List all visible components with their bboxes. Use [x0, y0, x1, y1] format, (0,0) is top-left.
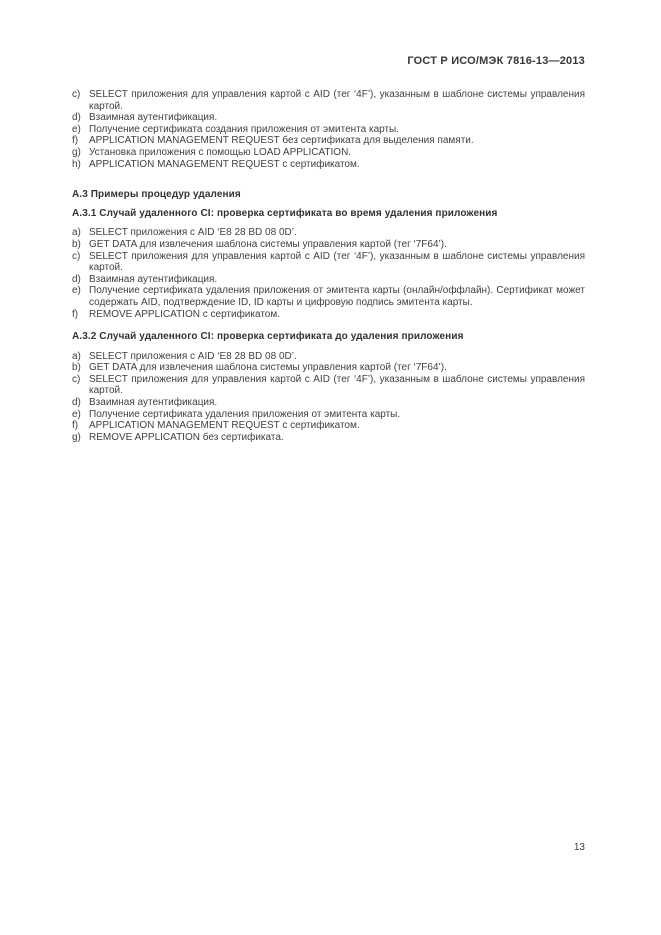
list-item-text: Взаимная аутентификация. — [89, 397, 218, 409]
list-item — [72, 274, 585, 286]
list-item — [72, 362, 585, 374]
list-item-letter: a) — [72, 227, 81, 239]
list-item — [72, 432, 585, 444]
list-item — [72, 420, 585, 432]
list-item-text: REMOVE APPLICATION с сертификатом. — [89, 308, 281, 320]
list-item-letter: e) — [72, 123, 81, 135]
list-item-text: Установка приложения с помощью LOAD APPLICATION. — [89, 146, 352, 158]
list-item — [72, 397, 585, 409]
list-item-letter: f) — [72, 135, 79, 147]
list-item — [72, 227, 585, 239]
list-item-letter: c) — [72, 250, 81, 262]
list-item-text: Взаимная аутентификация. — [89, 273, 218, 285]
list-item-letter: h) — [72, 158, 81, 170]
list-item-text: GET DATA для извлечения шаблона системы управления картой (тег ‘7F64’). — [89, 362, 447, 374]
list-item-text: SELECT приложения для управления картой с AID (тег ‘4F’), указанным в шаблоне системы управления картой. — [89, 373, 585, 397]
list-item — [72, 89, 585, 112]
list-item — [72, 309, 585, 321]
page-number: 13 — [573, 842, 585, 853]
list-item-text: SELECT приложения для управления картой с AID (тег ‘4F’), указанным в шаблоне системы управления картой. — [89, 89, 585, 112]
section-a3-title: А.3 Примеры процедур удаления — [72, 189, 241, 201]
list-item-letter: a) — [72, 350, 81, 362]
list-item-text: SELECT приложения для управления картой с AID (тег ‘4F’), указанным в шаблоне системы управления картой. — [89, 250, 585, 274]
list-item — [72, 285, 585, 308]
list-item-text: APPLICATION MANAGEMENT REQUEST без сертификата для выделения памяти. — [89, 135, 474, 147]
list-item-letter: g) — [72, 431, 81, 443]
list-item-letter: c) — [72, 89, 81, 100]
removal-before-list — [72, 351, 585, 444]
creation-procedure-list — [72, 89, 585, 170]
list-item-text: APPLICATION MANAGEMENT REQUEST с сертификатом. — [89, 420, 360, 432]
list-item-letter: d) — [72, 397, 81, 409]
list-item-text: Получение сертификата создания приложения от эмитента карты. — [89, 123, 400, 135]
list-item-letter: b) — [72, 238, 81, 250]
list-item — [72, 251, 585, 274]
list-item-text: GET DATA для извлечения шаблона системы управления картой (тег ‘7F64’). — [89, 238, 447, 250]
list-item-letter: e) — [72, 285, 81, 297]
list-item-letter: g) — [72, 146, 81, 158]
page-content — [72, 89, 585, 443]
list-item-letter: e) — [72, 408, 81, 420]
section-a32-title: А.3.2 Случай удаленного CI: проверка сертификата до удаления приложения — [72, 331, 464, 343]
list-item — [72, 112, 585, 124]
list-item — [72, 147, 585, 159]
running-header — [72, 55, 585, 67]
list-item-text: REMOVE APPLICATION без сертификата. — [89, 431, 284, 443]
removal-during-list — [72, 227, 585, 320]
list-item — [72, 409, 585, 421]
list-item — [72, 124, 585, 136]
section-a31-title: А.3.1 Случай удаленного CI: проверка сертификата во время удаления приложения — [72, 207, 498, 219]
list-item — [72, 135, 585, 147]
list-item-text: SELECT приложения с AID ‘E8 28 BD 08 0D’. — [89, 227, 297, 239]
list-item-text: Получение сертификата удаления приложения от эмитента карты. — [89, 408, 401, 420]
list-item-text: APPLICATION MANAGEMENT REQUEST с сертификатом. — [89, 158, 360, 170]
list-item-letter: f) — [72, 308, 79, 320]
list-item-letter: c) — [72, 373, 81, 385]
list-item-letter: d) — [72, 273, 81, 285]
list-item-text: SELECT приложения с AID ‘E8 28 BD 08 0D’. — [89, 350, 297, 362]
list-item-letter: f) — [72, 420, 79, 432]
list-item-letter: d) — [72, 112, 81, 124]
document-code: ГОСТ Р ИСО/МЭК 7816-13—2013 — [407, 55, 585, 67]
list-item — [72, 374, 585, 397]
list-item — [72, 239, 585, 251]
list-item-text: Получение сертификата удаления приложения от эмитента карты (онлайн/оффлайн). Сертификат может содержать AID, подтверждение ID, ID карты и цифровую подпись эмитента карты. — [89, 285, 585, 308]
list-item-text: Взаимная аутентификация. — [89, 112, 218, 124]
list-item-letter: b) — [72, 362, 81, 374]
list-item — [72, 351, 585, 363]
list-item — [72, 159, 585, 171]
